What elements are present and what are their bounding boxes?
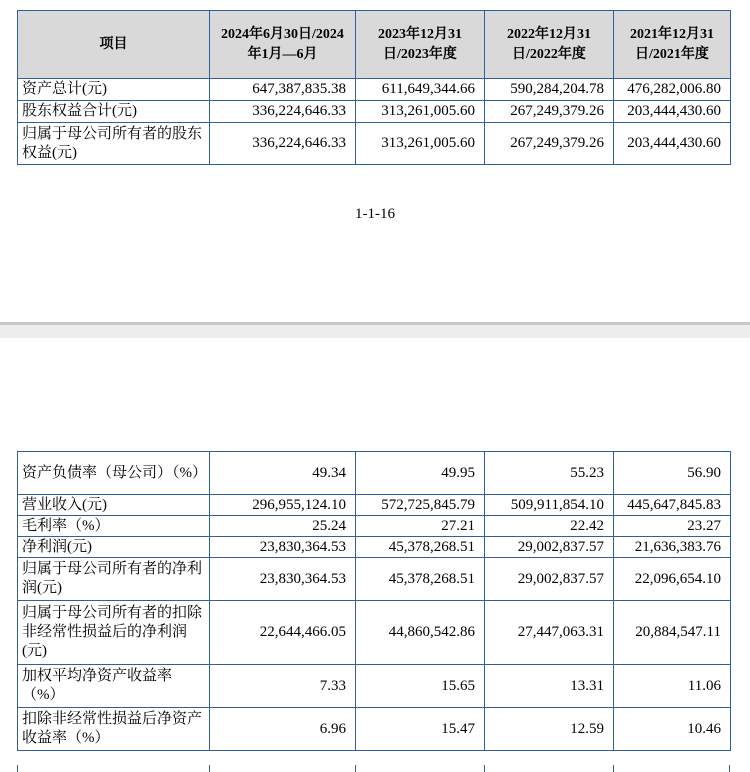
cell-value: 267,249,379.26 <box>485 101 614 123</box>
header-2021: 2021年12月31日/2021年度 <box>614 11 731 79</box>
row-label: 加权平均净资产收益率（%） <box>18 665 210 708</box>
row-label: 资产负债率（母公司）（%） <box>18 452 210 495</box>
row-label: 净利润(元) <box>18 537 210 558</box>
cell-value: 476,282,006.80 <box>614 79 731 101</box>
cell-value: 313,261,005.60 <box>356 123 485 165</box>
cell-value: 336,224,646.33 <box>210 123 356 165</box>
cell-value: 7.33 <box>210 665 356 708</box>
cell-value: 49.34 <box>210 452 356 495</box>
table-row <box>18 537 731 558</box>
cell-value: 23.27 <box>614 516 731 537</box>
table-row <box>18 101 731 123</box>
page-number: 1-1-16 <box>355 206 395 222</box>
cell-value: 45,378,268.51 <box>356 558 485 601</box>
table-row <box>18 495 731 516</box>
table-row <box>18 708 731 751</box>
cell-value: 20,884,547.11 <box>614 601 731 665</box>
cell-value: 647,387,835.38 <box>210 79 356 101</box>
cell-value: 21,636,383.76 <box>614 537 731 558</box>
cell-value: 267,249,379.26 <box>485 123 614 165</box>
table-row <box>18 123 731 165</box>
cell-value: 23,830,364.53 <box>210 537 356 558</box>
cell-value: 55.23 <box>485 452 614 495</box>
cell-value: 45,378,268.51 <box>356 537 485 558</box>
row-label: 营业收入(元) <box>18 495 210 516</box>
cell-value: 29,002,837.57 <box>485 558 614 601</box>
cell-value: 29,002,837.57 <box>485 537 614 558</box>
cell-value: 11.06 <box>614 665 731 708</box>
cell-value: 313,261,005.60 <box>356 101 485 123</box>
cell-value: 445,647,845.83 <box>614 495 731 516</box>
row-label: 股东权益合计(元) <box>18 101 210 123</box>
cell-value: 22,096,654.10 <box>614 558 731 601</box>
cell-value: 12.59 <box>485 708 614 751</box>
cell-value: 203,444,430.60 <box>614 123 731 165</box>
table-row <box>18 558 731 601</box>
cell-value: 336,224,646.33 <box>210 101 356 123</box>
cell-value: 611,649,344.66 <box>356 79 485 101</box>
cell-value: 22.42 <box>485 516 614 537</box>
header-item: 项目 <box>18 11 210 79</box>
cell-value: 10.46 <box>614 708 731 751</box>
table-header-row <box>18 11 731 79</box>
row-label: 扣除非经常性损益后净资产收益率（%） <box>18 708 210 751</box>
cell-value: 203,444,430.60 <box>614 101 731 123</box>
table-row <box>18 452 731 495</box>
cell-value: 44,860,542.86 <box>356 601 485 665</box>
row-label: 资产总计(元) <box>18 79 210 101</box>
financial-table-bottom <box>17 451 731 751</box>
cell-value: 27.21 <box>356 516 485 537</box>
cell-value: 509,911,854.10 <box>485 495 614 516</box>
cell-value: 23,830,364.53 <box>210 558 356 601</box>
cell-value: 6.96 <box>210 708 356 751</box>
cell-value: 22,644,466.05 <box>210 601 356 665</box>
header-2022: 2022年12月31日/2022年度 <box>485 11 614 79</box>
table-row <box>18 79 731 101</box>
cell-value: 13.31 <box>485 665 614 708</box>
row-label: 归属于母公司所有者的股东权益(元) <box>18 123 210 165</box>
cell-value: 56.90 <box>614 452 731 495</box>
table-row <box>18 601 731 665</box>
cell-value: 15.47 <box>356 708 485 751</box>
cell-value: 15.65 <box>356 665 485 708</box>
row-label: 归属于母公司所有者的净利润(元) <box>18 558 210 601</box>
page-break-divider <box>0 322 750 338</box>
cell-value: 296,955,124.10 <box>210 495 356 516</box>
cell-value: 572,725,845.79 <box>356 495 485 516</box>
table-row <box>18 516 731 537</box>
cell-value: 590,284,204.78 <box>485 79 614 101</box>
row-label: 毛利率（%） <box>18 516 210 537</box>
table-row <box>18 665 731 708</box>
cell-value: 27,447,063.31 <box>485 601 614 665</box>
financial-table-top <box>17 10 731 165</box>
cell-value: 25.24 <box>210 516 356 537</box>
header-2023: 2023年12月31日/2023年度 <box>356 11 485 79</box>
table-cutoff-edge <box>17 765 730 772</box>
cell-value: 49.95 <box>356 452 485 495</box>
row-label: 归属于母公司所有者的扣除非经常性损益后的净利润(元) <box>18 601 210 665</box>
header-2024h1: 2024年6月30日/2024年1月—6月 <box>210 11 356 79</box>
